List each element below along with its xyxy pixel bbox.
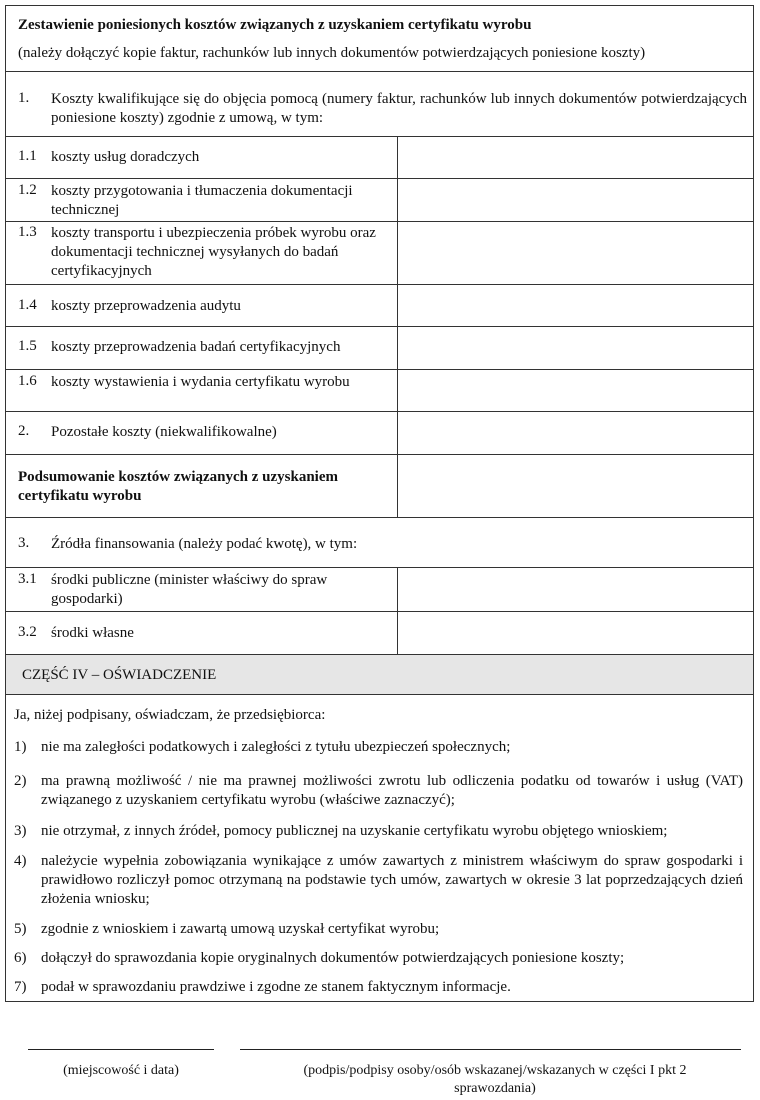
- cost-row-1-3: [6, 222, 753, 285]
- section-1-text: Koszty kwalifikujące się do objęcia pomocą (numery faktur, rachunków lub innych dokumentów potwierdzających poniesione koszty) zgodnie z umową, w tym:: [51, 91, 747, 126]
- row-label: Pozostałe koszty (niekwalifikowalne): [51, 424, 277, 440]
- declaration-point: [14, 772, 743, 810]
- section-3-number: 3.: [18, 535, 30, 551]
- cost-row-1-4: [6, 285, 753, 327]
- funding-row-3-1: [6, 568, 753, 612]
- row-number: 1.5: [18, 338, 37, 354]
- cost-row-1-2: [6, 179, 753, 222]
- section-1-number: 1.: [18, 90, 30, 106]
- point-text: nie otrzymał, z innych źródeł, pomocy publicznej na uzyskanie certyfikatu wyrobu objętego wnioskiem;: [41, 823, 668, 839]
- declaration-point: [14, 822, 743, 841]
- amount-field-1-2[interactable]: [398, 179, 753, 221]
- row-label: koszty przeprowadzenia badań certyfikacyjnych: [51, 339, 341, 355]
- part-4-heading-row: [6, 655, 753, 695]
- declaration-point: [14, 852, 743, 909]
- amount-field-1-1[interactable]: [398, 137, 753, 178]
- point-text: dołączył do sprawozdania kopie oryginalnych dokumentów potwierdzających poniesione koszty;: [41, 950, 625, 966]
- declaration-point: [14, 920, 743, 939]
- row-label: koszty transportu i ubezpieczenia próbek wyrobu oraz dokumentacji technicznej wysyłanych do badań certyfikacyjnych: [51, 225, 376, 279]
- row-number: 1.3: [18, 224, 37, 240]
- row-number: 1.6: [18, 373, 37, 389]
- row-label: koszty przygotowania i tłumaczenia dokumentacji technicznej: [51, 183, 353, 218]
- costs-title: Zestawienie poniesionych kosztów związanych z uzyskaniem certyfikatu wyrobu: [18, 17, 532, 33]
- part-4-heading: CZĘŚĆ IV – OŚWIADCZENIE: [22, 667, 217, 683]
- signature-caption: (podpis/podpisy osoby/osób wskazanej/wskazanych w części I pkt 2 sprawozdania): [303, 1063, 687, 1096]
- row-label: koszty przeprowadzenia audytu: [51, 298, 241, 314]
- point-text: nie ma zaległości podatkowych i zaległości z tytułu ubezpieczeń społecznych;: [41, 739, 511, 755]
- summary-label: Podsumowanie kosztów związanych z uzyskaniem certyfikatu wyrobu: [18, 469, 339, 504]
- amount-field-1-5[interactable]: [398, 327, 753, 369]
- row-number: 2.: [18, 423, 30, 439]
- declaration-point: [14, 738, 743, 757]
- signature-line[interactable]: [240, 1049, 741, 1050]
- funding-row-3-2: [6, 612, 753, 655]
- report-form: [5, 5, 754, 1002]
- point-text: ma prawną możliwość / nie ma prawnej możliwości zwrotu lub odliczenia podatku od towarów i usług (VAT) związanego z uzyskaniem certyfikatu wyrobu (właściwe zaznaczyć);: [41, 773, 743, 808]
- row-label: koszty usług doradczych: [51, 149, 200, 165]
- amount-field-1-3[interactable]: [398, 222, 753, 284]
- summary-amount-field[interactable]: [398, 455, 753, 517]
- point-number: 1): [14, 739, 27, 755]
- place-date-caption: (miejscowość i data): [63, 1063, 179, 1078]
- row-number: 3.1: [18, 571, 37, 587]
- amount-field-3-1[interactable]: [398, 568, 753, 611]
- section-1-row: [6, 72, 753, 137]
- point-number: 4): [14, 853, 27, 869]
- row-label: koszty wystawienia i wydania certyfikatu wyrobu: [51, 374, 350, 390]
- row-label: środki własne: [51, 625, 134, 641]
- amount-field-1-6[interactable]: [398, 370, 753, 411]
- amount-field-1-4[interactable]: [398, 285, 753, 326]
- place-date-line[interactable]: [28, 1049, 214, 1050]
- declaration-intro: Ja, niżej podpisany, oświadczam, że przedsiębiorca:: [14, 707, 326, 723]
- row-number: 3.2: [18, 624, 37, 640]
- point-text: należycie wypełnia zobowiązania wynikające z umów zawartych z ministrem właściwym do spraw gospodarki i prawidłowo rozliczył pomoc otrzymaną na podstawie tych umów, zawartych w okresie 3 lat poprzedzających dzień złożenia wniosku;: [41, 853, 743, 907]
- cost-row-1-1: [6, 137, 753, 179]
- amount-field-3-2[interactable]: [398, 612, 753, 654]
- point-number: 6): [14, 950, 27, 966]
- point-number: 7): [14, 979, 27, 995]
- cost-row-1-6: [6, 370, 753, 412]
- costs-header: [6, 6, 753, 72]
- point-number: 2): [14, 773, 27, 789]
- cost-row-1-5: [6, 327, 753, 370]
- row-number: 1.4: [18, 297, 37, 313]
- declaration-point: [14, 949, 743, 968]
- point-number: 3): [14, 823, 27, 839]
- row-number: 1.1: [18, 148, 37, 164]
- section-3-text: Źródła finansowania (należy podać kwotę), w tym:: [51, 536, 358, 552]
- row-label: środki publiczne (minister właściwy do spraw gospodarki): [51, 572, 328, 607]
- cost-row-2: [6, 412, 753, 455]
- declaration-point: [14, 978, 743, 997]
- point-text: zgodnie z wnioskiem i zawartą umową uzyskał certyfikat wyrobu;: [41, 921, 440, 937]
- section-3-row: [6, 518, 753, 568]
- amount-field-2[interactable]: [398, 412, 753, 454]
- point-number: 5): [14, 921, 27, 937]
- summary-row: [6, 455, 753, 518]
- costs-subtitle: (należy dołączyć kopie faktur, rachunków lub innych dokumentów potwierdzających poniesione koszty): [18, 45, 646, 61]
- declaration-section: [6, 695, 753, 1001]
- point-text: podał w sprawozdaniu prawdziwe i zgodne ze stanem faktycznym informacje.: [41, 979, 511, 995]
- row-number: 1.2: [18, 182, 37, 198]
